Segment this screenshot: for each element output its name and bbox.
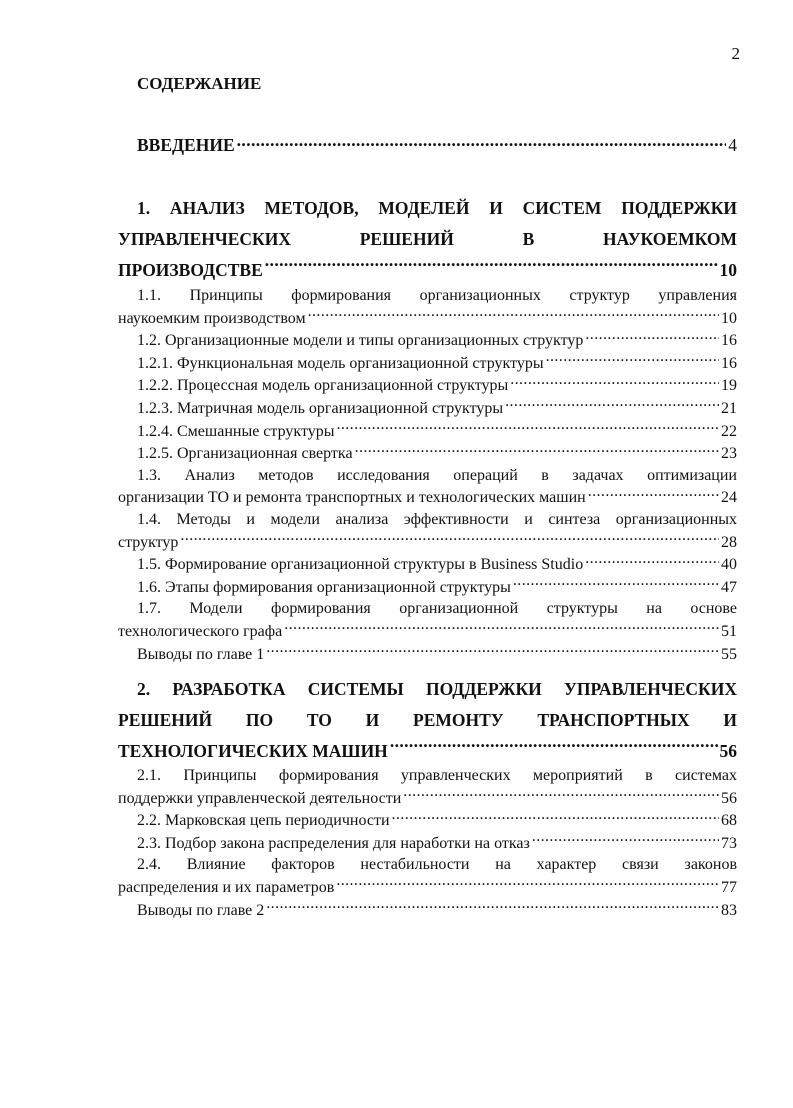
dot-leader	[505, 397, 719, 413]
dot-leader	[284, 620, 719, 636]
toc-entry-text: технологического графа	[118, 622, 283, 640]
dot-leader	[308, 307, 719, 323]
toc-entry-text: Выводы по главе 2	[137, 901, 265, 919]
chapter-heading-line: 1. АНАЛИЗ МЕТОДОВ, МОДЕЛЕЙ И СИСТЕМ ПОДДЕРЖКИ	[137, 198, 737, 218]
chapter-heading-line: ТЕХНОЛОГИЧЕСКИХ МАШИН	[118, 741, 388, 761]
toc-entry-text: структур	[118, 533, 179, 551]
toc-entry-text: наукоемким производством	[118, 309, 306, 327]
toc-entry[interactable]	[118, 509, 737, 553]
dot-leader	[355, 442, 719, 458]
toc-page-number: 22	[721, 422, 737, 440]
toc-entry-text: Выводы по главе 1	[137, 645, 265, 663]
dot-leader	[588, 486, 719, 502]
toc-entry[interactable]	[118, 329, 737, 352]
toc-entry[interactable]	[118, 374, 737, 397]
toc-page-number: 51	[721, 622, 737, 640]
toc-entry[interactable]	[118, 643, 737, 666]
toc-entry-text: 1.5. Формирование организационной структуры в Business Studio	[137, 556, 584, 574]
toc-chapter-1[interactable]	[118, 193, 737, 286]
toc-page-number: 47	[721, 578, 737, 596]
page-title: СОДЕРЖАНИЕ	[137, 74, 262, 93]
toc-entry[interactable]	[118, 465, 737, 509]
toc-entry-text: 1.2.2. Процессная модель организационной структуры	[137, 377, 509, 395]
dot-leader	[403, 787, 719, 803]
toc-page-number: 19	[721, 377, 737, 395]
toc-entry-text: поддержки управленческой деятельности	[118, 789, 402, 807]
toc-entry-text: 1.7. Модели формирования организационной структуры на основе	[137, 600, 737, 618]
toc-entry-text: 1.1. Принципы формирования организационных структур управления	[137, 287, 737, 304]
toc-entry[interactable]	[118, 553, 737, 576]
toc-page-number: 24	[721, 489, 737, 507]
toc-chapter-2-sections	[118, 765, 737, 921]
toc-chapter-1-sections	[118, 285, 737, 665]
toc-page-number: 28	[721, 533, 737, 551]
dot-leader	[546, 352, 719, 368]
dot-leader	[585, 329, 719, 345]
dot-leader	[336, 876, 719, 892]
dot-leader	[585, 553, 719, 569]
toc-entry[interactable]	[118, 832, 737, 855]
dot-leader	[336, 420, 719, 436]
toc-entry-intro[interactable]	[118, 133, 737, 156]
toc-entry-text: 1.2.5. Организационная свертка	[137, 445, 353, 463]
toc-entry[interactable]	[118, 809, 737, 832]
toc-page-number: 77	[721, 878, 737, 896]
chapter-heading-line: ПРОИЗВОДСТВЕ	[118, 260, 263, 280]
toc-page-number: 10	[721, 309, 737, 327]
toc-entry[interactable]	[118, 765, 737, 809]
toc-entry[interactable]	[118, 285, 737, 329]
toc-page-number: 40	[721, 556, 737, 574]
toc-entry-text: 1.3. Анализ методов исследования операций в задачах оптимизации	[137, 466, 737, 484]
toc-entry-text: 2.2. Марковская цепь периодичности	[137, 812, 390, 830]
toc-entry[interactable]	[118, 352, 737, 375]
toc-page-number: 56	[719, 741, 737, 761]
dot-leader	[390, 740, 718, 758]
toc-entry-text: 1.2.1. Функциональная модель организационной структуры	[137, 354, 544, 372]
toc-entry[interactable]	[118, 397, 737, 420]
toc-chapter-2[interactable]	[118, 674, 737, 767]
dot-leader	[265, 259, 718, 277]
toc-entry[interactable]	[118, 854, 737, 898]
toc-entry-label: ВВЕДЕНИЕ	[137, 134, 235, 155]
toc-page-number: 56	[721, 789, 737, 807]
page-number: 2	[731, 44, 740, 63]
chapter-heading-line: 2. РАЗРАБОТКА СИСТЕМЫ ПОДДЕРЖКИ УПРАВЛЕНЧЕСКИХ	[137, 679, 737, 699]
dot-leader	[237, 133, 727, 151]
toc-page-number: 83	[721, 901, 737, 919]
toc-entry-text: распределения и их параметров	[118, 878, 335, 896]
toc-entry-text: 1.2.3. Матричная модель организационной структуры	[137, 399, 504, 417]
toc-entry-text: 1.2.4. Смешанные структуры	[137, 422, 335, 440]
chapter-heading-line: УПРАВЛЕНЧЕСКИХ РЕШЕНИЙ В НАУКОЕМКОМ	[118, 229, 737, 249]
toc-page-number: 68	[721, 812, 737, 830]
toc-entry-text: 1.4. Методы и модели анализа эффективности и синтеза организационных	[137, 510, 737, 528]
toc-entry-text: 1.6. Этапы формирования организационной структуры	[137, 578, 511, 596]
toc-page-number: 16	[721, 332, 737, 350]
dot-leader	[266, 643, 719, 659]
toc-entry[interactable]	[118, 442, 737, 465]
toc-entry-text: 2.4. Влияние факторов нестабильности на характер связи законов	[137, 856, 737, 874]
dot-leader	[532, 832, 719, 848]
toc-page-number: 10	[719, 260, 737, 280]
toc-page-number: 21	[721, 399, 737, 417]
toc-page-number: 4	[728, 134, 737, 155]
toc-entry[interactable]	[118, 899, 737, 922]
toc-page-number: 23	[721, 445, 737, 463]
toc-entry-text: 1.2. Организационные модели и типы организационных структур	[137, 332, 584, 350]
dot-leader	[513, 576, 719, 592]
dot-leader	[510, 374, 719, 390]
toc-entry[interactable]	[118, 598, 737, 642]
toc-page-number: 16	[721, 354, 737, 372]
dot-leader	[266, 899, 719, 915]
dot-leader	[392, 809, 720, 825]
toc-entry-text: 2.3. Подбор закона распределения для наработки на отказ	[137, 834, 530, 852]
chapter-heading-line: РЕШЕНИЙ ПО ТО И РЕМОНТУ ТРАНСПОРТНЫХ И	[118, 710, 737, 730]
toc-entry-text: 2.1. Принципы формирования управленческих мероприятий в системах	[137, 767, 737, 784]
toc-entry[interactable]	[118, 420, 737, 443]
dot-leader	[180, 531, 719, 547]
toc-page-number: 73	[721, 834, 737, 852]
toc-page-number: 55	[721, 645, 737, 663]
toc-entry-text: организации ТО и ремонта транспортных и технологических машин	[118, 489, 586, 507]
toc-entry[interactable]	[118, 576, 737, 599]
